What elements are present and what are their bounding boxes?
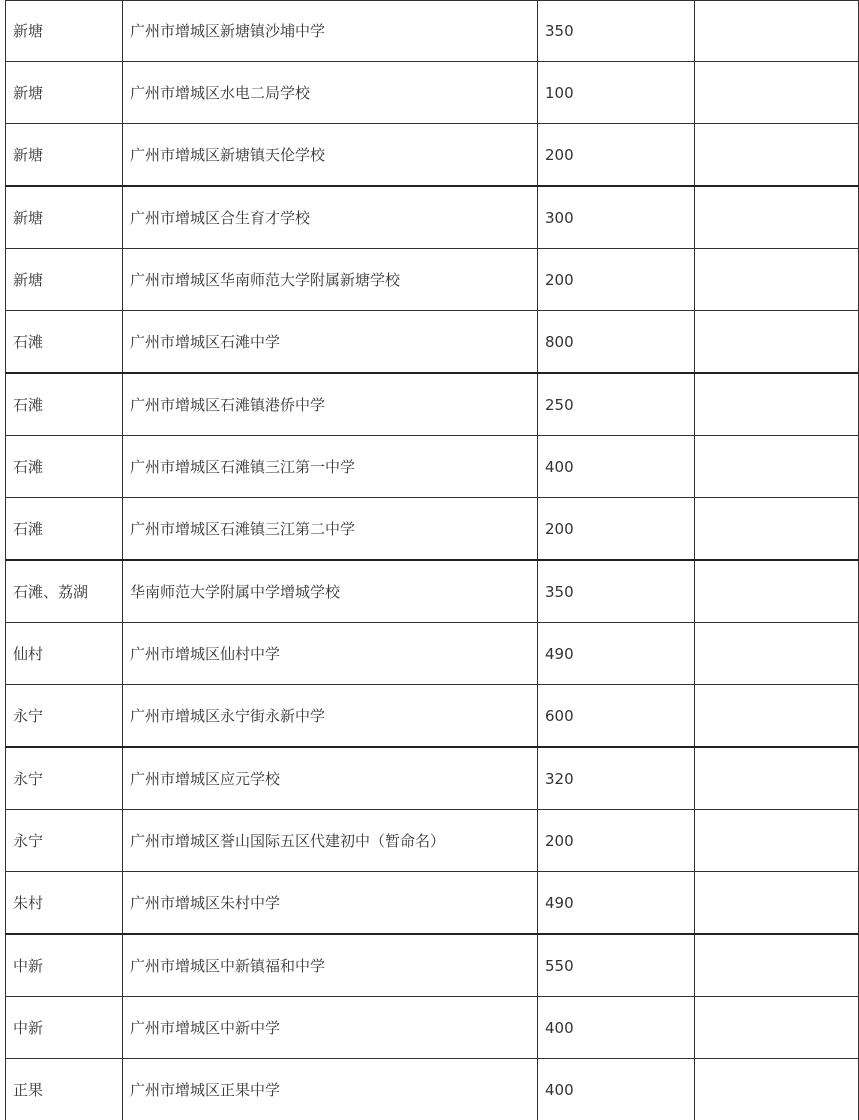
quota-cell: 490 — [538, 872, 695, 935]
town-cell: 新塘 — [6, 249, 123, 311]
table-row — [6, 872, 859, 935]
table-row — [6, 249, 859, 311]
table-row — [6, 373, 859, 436]
school-cell: 华南师范大学附属中学增城学校 — [123, 560, 538, 623]
table-row — [6, 311, 859, 374]
note-cell — [695, 747, 859, 810]
town-cell: 永宁 — [6, 747, 123, 810]
quota-cell: 400 — [538, 997, 695, 1059]
quota-cell: 550 — [538, 934, 695, 997]
note-cell — [695, 311, 859, 374]
town-cell: 石滩 — [6, 373, 123, 436]
quota-cell: 300 — [538, 186, 695, 249]
quota-cell: 800 — [538, 311, 695, 374]
town-cell: 永宁 — [6, 685, 123, 748]
quota-cell: 250 — [538, 373, 695, 436]
quota-cell: 350 — [538, 560, 695, 623]
table-row — [6, 560, 859, 623]
town-cell: 朱村 — [6, 872, 123, 935]
town-cell: 中新 — [6, 997, 123, 1059]
quota-cell: 320 — [538, 747, 695, 810]
school-cell: 广州市增城区应元学校 — [123, 747, 538, 810]
quota-cell: 200 — [538, 810, 695, 872]
note-cell — [695, 560, 859, 623]
school-cell: 广州市增城区永宁街永新中学 — [123, 685, 538, 748]
quota-cell: 100 — [538, 62, 695, 124]
note-cell — [695, 373, 859, 436]
quota-cell: 400 — [538, 1059, 695, 1120]
note-cell — [695, 934, 859, 997]
school-cell: 广州市增城区誉山国际五区代建初中（暂命名） — [123, 810, 538, 872]
table-row — [6, 1, 859, 62]
town-cell: 中新 — [6, 934, 123, 997]
quota-cell: 490 — [538, 623, 695, 685]
note-cell — [695, 62, 859, 124]
table-row — [6, 186, 859, 249]
table-row — [6, 498, 859, 561]
school-cell: 广州市增城区石滩镇三江第二中学 — [123, 498, 538, 561]
table-row — [6, 436, 859, 498]
school-cell: 广州市增城区石滩镇三江第一中学 — [123, 436, 538, 498]
note-cell — [695, 810, 859, 872]
school-quota-table-wrapper — [5, 0, 858, 1120]
school-cell: 广州市增城区朱村中学 — [123, 872, 538, 935]
table-row — [6, 685, 859, 748]
town-cell: 新塘 — [6, 124, 123, 187]
note-cell — [695, 186, 859, 249]
school-quota-table — [5, 0, 859, 1120]
table-row — [6, 623, 859, 685]
note-cell — [695, 124, 859, 187]
school-cell: 广州市增城区新塘镇天伦学校 — [123, 124, 538, 187]
quota-cell: 200 — [538, 249, 695, 311]
table-row — [6, 62, 859, 124]
quota-cell: 400 — [538, 436, 695, 498]
town-cell: 石滩 — [6, 436, 123, 498]
town-cell: 新塘 — [6, 186, 123, 249]
note-cell — [695, 1, 859, 62]
school-cell: 广州市增城区华南师范大学附属新塘学校 — [123, 249, 538, 311]
quota-cell: 350 — [538, 1, 695, 62]
quota-cell: 600 — [538, 685, 695, 748]
note-cell — [695, 623, 859, 685]
school-cell: 广州市增城区合生育才学校 — [123, 186, 538, 249]
note-cell — [695, 436, 859, 498]
note-cell — [695, 249, 859, 311]
town-cell: 新塘 — [6, 1, 123, 62]
note-cell — [695, 872, 859, 935]
table-row — [6, 997, 859, 1059]
school-cell: 广州市增城区正果中学 — [123, 1059, 538, 1120]
note-cell — [695, 498, 859, 561]
table-row — [6, 124, 859, 187]
table-row — [6, 934, 859, 997]
town-cell: 石滩 — [6, 498, 123, 561]
town-cell: 正果 — [6, 1059, 123, 1120]
town-cell: 仙村 — [6, 623, 123, 685]
town-cell: 新塘 — [6, 62, 123, 124]
school-cell: 广州市增城区石滩镇港侨中学 — [123, 373, 538, 436]
quota-cell: 200 — [538, 124, 695, 187]
school-cell: 广州市增城区水电二局学校 — [123, 62, 538, 124]
town-cell: 石滩 — [6, 311, 123, 374]
town-cell: 石滩、荔湖 — [6, 560, 123, 623]
town-cell: 永宁 — [6, 810, 123, 872]
note-cell — [695, 685, 859, 748]
school-cell: 广州市增城区石滩中学 — [123, 311, 538, 374]
table-row — [6, 747, 859, 810]
note-cell — [695, 1059, 859, 1120]
school-cell: 广州市增城区中新中学 — [123, 997, 538, 1059]
table-row — [6, 810, 859, 872]
school-cell: 广州市增城区仙村中学 — [123, 623, 538, 685]
note-cell — [695, 997, 859, 1059]
table-row — [6, 1059, 859, 1120]
school-cell: 广州市增城区新塘镇沙埔中学 — [123, 1, 538, 62]
school-cell: 广州市增城区中新镇福和中学 — [123, 934, 538, 997]
quota-cell: 200 — [538, 498, 695, 561]
